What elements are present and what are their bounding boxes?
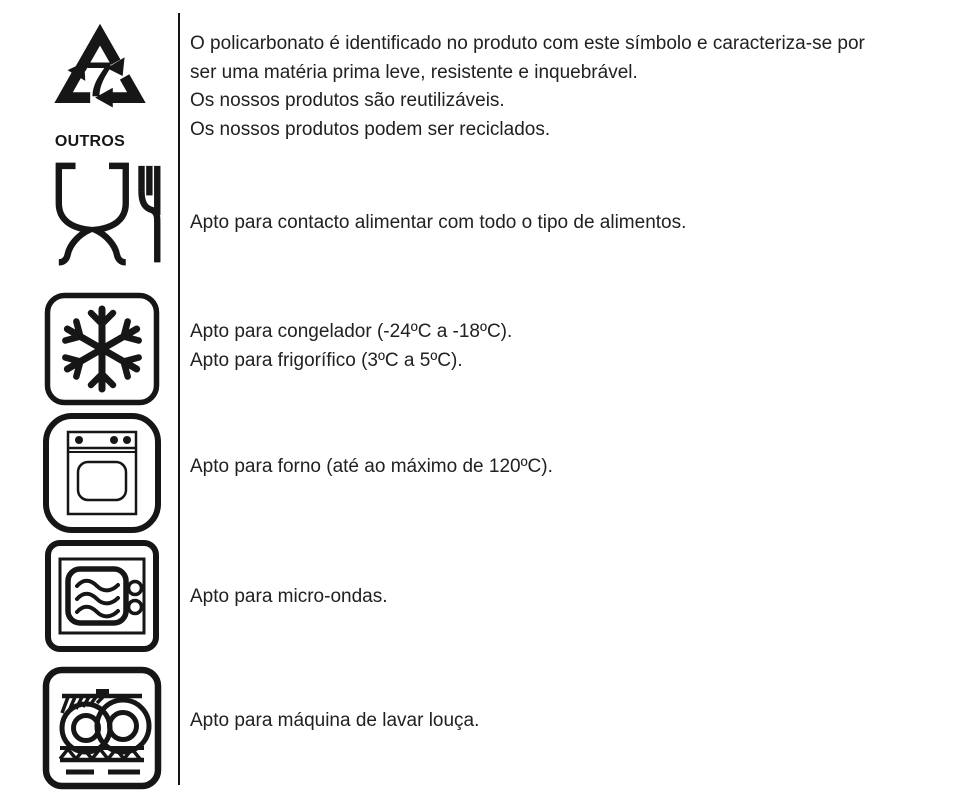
description-block [190,209,686,238]
description-line: Os nossos produtos são reutilizáveis. [190,90,505,111]
description-line: ser uma matéria prima leve, resistente e inquebrável. [190,61,638,83]
description-line: O policarbonato é identificado no produto com este símbolo e caracteriza-se por [190,33,865,54]
description-line: Apto para contacto alimentar com todo o tipo de alimentos. [190,212,687,233]
description-block [190,453,553,482]
dishwasher-icon [42,666,162,790]
description-line: Apto para congelador (-24ºC a -18ºC). [190,321,513,342]
outros-label: OUTROS [54,133,126,150]
recycling-7-icon [38,16,162,134]
resin-code-number: 7 [85,52,113,108]
freezer-icon [44,292,160,406]
description-line: Apto para máquina de lavar louça. [190,710,480,731]
food-safe-icon [46,158,174,284]
oven-icon [42,412,162,534]
description-line: Apto para frigorífico (3ºC a 5ºC). [190,349,463,371]
description-line: Apto para forno (até ao máximo de 120ºC). [190,456,553,477]
microwave-icon [44,539,160,653]
description-block [190,583,388,612]
description-line: Os nossos produtos podem ser reciclados. [190,118,551,140]
description-block [190,30,865,144]
description-block [190,707,479,736]
description-line: Apto para micro-ondas. [190,586,388,607]
vertical-divider [178,13,180,785]
description-block [190,318,512,375]
